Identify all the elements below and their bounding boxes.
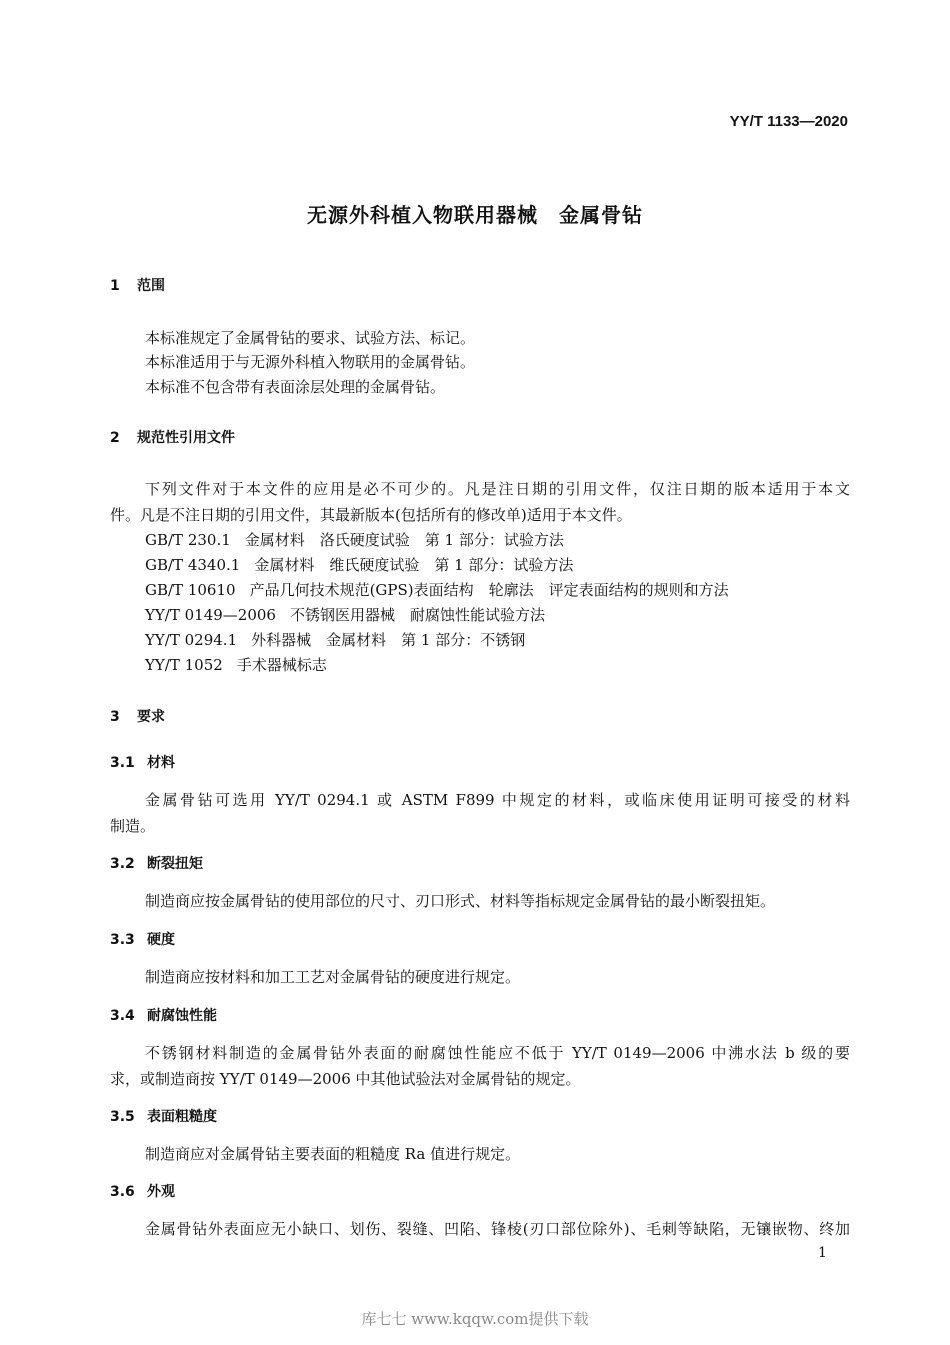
standard-code: YY/T 1133—2020 — [729, 113, 848, 130]
section-1-heading: 1 范围 — [110, 278, 165, 294]
paragraph-line: 制造商应按金属骨钻的使用部位的尺寸、刃口形式、材料等指标规定金属骨钻的最小断裂扭矩。 — [145, 892, 776, 910]
paragraph-line: 不锈钢材料制造的金属骨钻外表面的耐腐蚀性能应不低于 YY/T 0149—2006 中沸水法 b 级的要 — [145, 1044, 850, 1062]
document-title: 无源外科植入物联用器械 金属骨钻 — [307, 203, 643, 227]
paragraph-line: 件。凡是不注日期的引用文件，其最新版本(包括所有的修改单)适用于本文件。 — [110, 506, 632, 524]
paragraph-line: 本标准不包含带有表面涂层处理的金属骨钻。 — [145, 378, 446, 396]
reference-item: YY/T 1052 手术器械标志 — [145, 656, 327, 674]
paragraph-line: 下列文件对于本文件的应用是必不可少的。凡是注日期的引用文件，仅注日期的版本适用于本文 — [145, 480, 850, 498]
section-3-2-heading: 3.2 断裂扭矩 — [110, 856, 203, 872]
paragraph-line: 求，或制造商按 YY/T 0149—2006 中其他试验法对金属骨钻的规定。 — [110, 1070, 581, 1088]
paragraph-line: 制造商应对金属骨钻主要表面的粗糙度 Ra 值进行规定。 — [145, 1145, 521, 1163]
section-3-6-heading: 3.6 外观 — [110, 1184, 175, 1200]
section-3-1-heading: 3.1 材料 — [110, 755, 175, 771]
paragraph-line: 制造。 — [110, 817, 156, 835]
paragraph-line: 金属骨钻外表面应无小缺口、划伤、裂缝、凹陷、锋棱(刃口部位除外)、毛刺等缺陷，无镶嵌物、终加 — [145, 1220, 850, 1238]
reference-item: GB/T 230.1 金属材料 洛氏硬度试验 第 1 部分：试验方法 — [145, 531, 564, 549]
paragraph-line: 金属骨钻可选用 YY/T 0294.1 或 ASTM F899 中规定的材料，或临床使用证明可接受的材料 — [145, 791, 850, 809]
paragraph-line: 本标准适用于与无源外科植入物联用的金属骨钻。 — [145, 353, 476, 371]
section-3-4-heading: 3.4 耐腐蚀性能 — [110, 1008, 217, 1024]
section-3-heading: 3 要求 — [110, 709, 165, 725]
section-2-heading: 2 规范性引用文件 — [110, 430, 235, 446]
paragraph-line: 本标准规定了金属骨钻的要求、试验方法、标记。 — [145, 329, 476, 347]
paragraph-line: 制造商应按材料和加工工艺对金属骨钻的硬度进行规定。 — [145, 968, 521, 986]
reference-item: GB/T 10610 产品几何技术规范(GPS)表面结构 轮廓法 评定表面结构的规则和方法 — [145, 581, 729, 599]
reference-item: YY/T 0294.1 外科器械 金属材料 第 1 部分：不锈钢 — [145, 631, 526, 649]
watermark: 库七七 www.kqqw.com提供下载 — [361, 1310, 589, 1328]
reference-item: YY/T 0149—2006 不锈钢医用器械 耐腐蚀性能试验方法 — [145, 606, 545, 624]
section-3-3-heading: 3.3 硬度 — [110, 932, 175, 948]
reference-item: GB/T 4340.1 金属材料 维氏硬度试验 第 1 部分：试验方法 — [145, 556, 574, 574]
section-3-5-heading: 3.5 表面粗糙度 — [110, 1109, 217, 1125]
page-number: 1 — [818, 1245, 827, 1261]
